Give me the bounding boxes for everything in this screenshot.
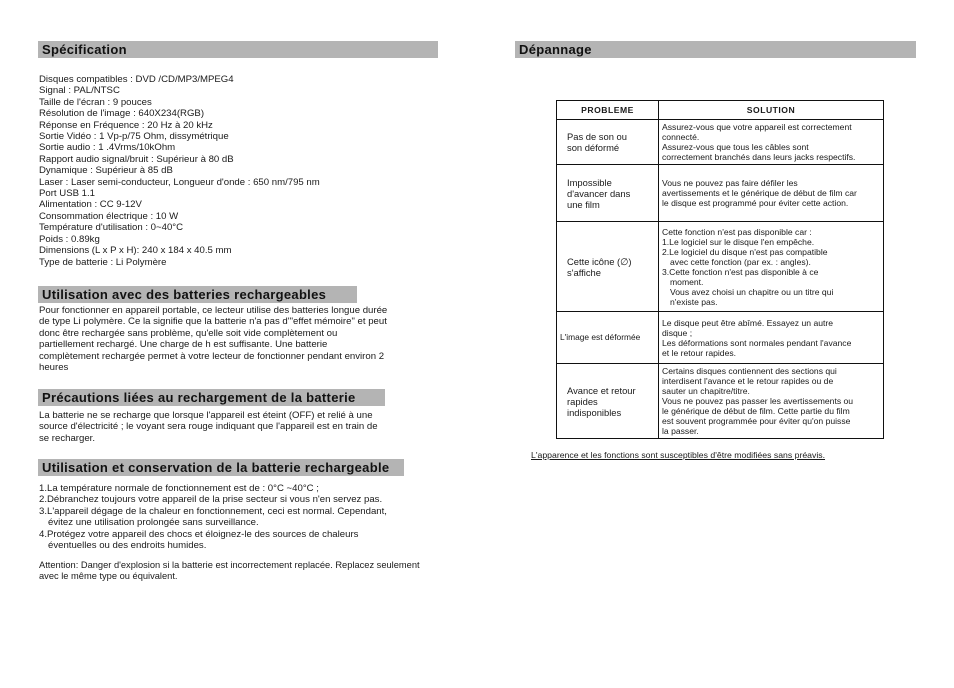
problem-cell <box>557 222 659 312</box>
section-header-charging-precautions: Précautions liées au rechargement de la batterie <box>38 389 385 406</box>
solution-text: et le retour rapides. <box>662 347 737 358</box>
solution-text: Assurez-vous que votre appareil est correctement <box>662 122 852 132</box>
solution-text: sauter un chapitre/titre. <box>662 386 750 396</box>
specification-list <box>39 74 320 268</box>
text-line: Laser : Laser semi-conducteur, Longueur d'onde : 650 nm/795 nm <box>39 176 320 188</box>
text-line: Type de batterie : Li Polymère <box>39 256 167 268</box>
table-row <box>557 364 884 439</box>
column-header-solution: SOLUTION <box>659 101 884 120</box>
solution-text: correctement branchés dans leurs jacks respectifs. <box>662 152 856 162</box>
text-line: Consommation électrique : 10 W <box>39 210 179 222</box>
solution-text: Assurez-vous que tous les câbles sont <box>662 142 809 152</box>
solution-text: le générique de début de film. Cette partie du film <box>662 406 850 416</box>
battery-conservation-list <box>39 483 387 551</box>
table-row <box>557 120 884 165</box>
text-line: Sortie Vidéo : 1 Vp-p/75 Ohm, dissymétrique <box>39 131 229 143</box>
section-header-battery-conservation: Utilisation et conservation de la batterie rechargeable <box>38 459 404 476</box>
solution-text: interdisent l'avance et le retour rapides ou de <box>662 376 834 386</box>
solution-text: Le disque peut être abîmé. Essayez un autre <box>662 317 834 328</box>
problem-text: son déformé <box>567 142 620 153</box>
section-header-specification: Spécification <box>38 41 438 58</box>
column-header-problem: PROBLEME <box>557 101 659 120</box>
problem-text: L'image est déformée <box>560 332 641 342</box>
problem-text: Pas de son ou <box>567 131 627 142</box>
solution-cell <box>659 312 884 364</box>
text-line: avec le même type ou équivalent. <box>39 571 178 582</box>
solution-text: Les déformations sont normales pendant l'avance <box>662 337 852 348</box>
solution-text: Cette fonction n'est pas disponible car : <box>662 226 812 237</box>
text-line: Poids : 0.89kg <box>39 233 100 245</box>
text-line: 2.Débranchez toujours votre appareil de la prise secteur si vous n'en servez pas. <box>39 494 383 506</box>
solution-text: avertissements et le générique de début de film car <box>662 188 857 198</box>
solution-text: disque ; <box>662 327 693 338</box>
problem-cell <box>557 165 659 222</box>
solution-cell <box>659 364 884 439</box>
solution-text: 2.Le logiciel du disque n'est pas compatible <box>662 246 828 257</box>
text-line: Attention: Danger d'explosion si la batterie est incorrectement replacée. Replacez seulement <box>39 560 420 570</box>
solution-cell <box>659 222 884 312</box>
problem-cell <box>557 364 659 439</box>
text-line: Dimensions (L x P x H): 240 x 184 x 40.5 mm <box>39 245 232 257</box>
solution-text: le disque est programmé pour éviter cette action. <box>662 198 849 208</box>
solution-cell <box>659 165 884 222</box>
troubleshooting-table <box>556 100 884 439</box>
text-line: Pour fonctionner en appareil portable, ce lecteur utilise des batteries longue durée <box>39 305 388 316</box>
problem-text: s'affiche <box>567 266 601 278</box>
footer-note: L'apparence et les fonctions sont susceptibles d'être modifiées sans préavis. <box>531 450 826 460</box>
solution-text: Vous ne pouvez pas passer les avertissements ou <box>662 396 854 406</box>
table-row <box>557 222 884 312</box>
table-header-row <box>557 101 884 120</box>
problem-cell <box>557 120 659 165</box>
solution-text: la passer. <box>662 426 699 436</box>
text-line: de type Li polymère. Ce la signifie que la batterie n'a pas d'"effet mémoire" et peut <box>39 316 387 328</box>
text-line: 3.L'appareil dégage de la chaleur en fonctionnement, ceci est normal. Cependant, <box>39 505 387 517</box>
text-line: donc être rechargée sans problème, qu'elle soit vide complètement ou <box>39 327 338 339</box>
text-line: Signal : PAL/NTSC <box>39 85 120 97</box>
text-line: évitez une utilisation prolongée sans surveillance. <box>48 517 259 529</box>
text-line: Sortie audio : 1 .4Vrms/10kOhm <box>39 142 176 154</box>
text-line: complètement rechargée permet à votre lecteur de fonctionner pendant environ 2 <box>39 350 385 362</box>
problem-text: indisponibles <box>567 406 622 418</box>
text-line: Rapport audio signal/bruit : Supérieur à 80 dB <box>39 153 234 165</box>
battery-usage-paragraph <box>39 305 387 373</box>
text-line: Température d'utilisation : 0~40°C <box>39 222 184 234</box>
text-line: source d'électricité ; le voyant sera rouge indiquant que l'appareil est en train de <box>39 421 378 433</box>
text-line: La batterie ne se recharge que lorsque l'appareil est éteint (OFF) et relié à une <box>39 410 373 421</box>
text-line: Résolution de l'image : 640X234(RGB) <box>39 108 205 120</box>
problem-text: rapides <box>567 395 598 407</box>
charging-precautions-paragraph <box>39 410 378 444</box>
text-line: heures <box>39 362 69 374</box>
section-header-troubleshooting: Dépannage <box>515 41 916 58</box>
table-row <box>557 312 884 364</box>
problem-text: une film <box>567 198 600 210</box>
solution-text: Vous avez choisi un chapitre ou un titre qui <box>670 286 834 297</box>
text-line: se recharger. <box>39 432 95 444</box>
solution-cell <box>659 120 884 165</box>
problem-text: Cette icône (∅) <box>567 255 632 267</box>
text-line: Alimentation : CC 9-12V <box>39 199 142 211</box>
solution-text: avec cette fonction (par ex. : angles). <box>670 256 811 267</box>
solution-text: connecté. <box>662 132 700 142</box>
solution-text: est souvent programmée pour éviter qu'on puisse <box>662 416 851 426</box>
text-line: 4.Protégez votre appareil des chocs et éloignez-le des sources de chaleurs <box>39 528 359 540</box>
problem-text: Impossible <box>567 176 612 188</box>
attention-warning <box>39 560 420 583</box>
text-line: éventuelles ou des endroits humides. <box>48 540 207 552</box>
solution-text: Certains disques contiennent des sections qui <box>662 366 837 376</box>
text-line: partiellement rechargé. Une charge de h est suffisante. Une batterie <box>39 339 328 351</box>
problem-cell <box>557 312 659 364</box>
problem-text: Avance et retour <box>567 384 636 396</box>
text-line: 1.La température normale de fonctionnement est de : 0°C ~40°C ; <box>39 483 319 494</box>
solution-text: n'existe pas. <box>670 296 718 307</box>
text-line: Disques compatibles : DVD /CD/MP3/MPEG4 <box>39 74 234 85</box>
text-line: Port USB 1.1 <box>39 188 95 200</box>
solution-text: moment. <box>670 276 704 287</box>
section-header-battery-usage: Utilisation avec des batteries rechargeables <box>38 286 357 303</box>
text-line: Dynamique : Supérieur à 85 dB <box>39 165 173 177</box>
solution-text: Vous ne pouvez pas faire défiler les <box>662 178 798 188</box>
solution-text: 1.Le logiciel sur le disque l'en empêche. <box>662 236 815 247</box>
text-line: Réponse en Fréquence : 20 Hz à 20 kHz <box>39 119 213 131</box>
text-line: Taille de l'écran : 9 pouces <box>39 96 152 108</box>
problem-text: d'avancer dans <box>567 187 631 199</box>
table-row <box>557 165 884 222</box>
solution-text: 3.Cette fonction n'est pas disponible à ce <box>662 266 819 277</box>
